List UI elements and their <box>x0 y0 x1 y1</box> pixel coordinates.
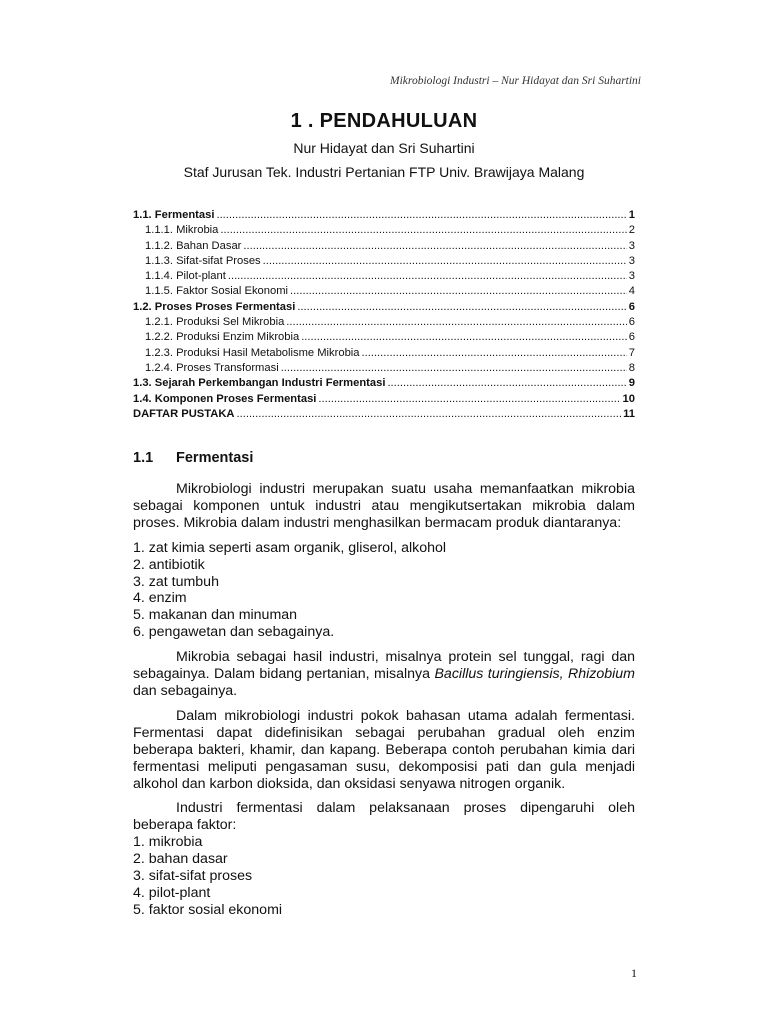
toc-leader-dots <box>286 315 626 330</box>
section-number: 1.1 <box>133 450 154 466</box>
toc-leader-dots <box>362 346 627 361</box>
toc-entry-label: 1.1. Fermentasi <box>133 209 215 221</box>
toc-entry[interactable] <box>133 407 635 422</box>
toc-entry-label: 1.2.4. Proses Transformasi <box>145 361 279 374</box>
toc-entry[interactable] <box>133 269 635 284</box>
toc-leader-dots <box>318 392 620 407</box>
list-item: 3. zat tumbuh <box>133 573 219 590</box>
toc-entry-label: 1.2.1. Produksi Sel Mikrobia <box>145 316 285 329</box>
toc-leader-dots <box>297 300 626 315</box>
toc-entry-label: 1.1.1. Mikrobia <box>145 224 219 237</box>
paragraph: Dalam mikrobiologi industri pokok bahasan utama adalah fermentasi. Fermentasi dapat didefinisikan sebagai perubahan gradual oleh enzim beberapa bakteri, khamir, dan kapang. Beberapa contoh perubahan kimia dari fermentasi meliputi pengasaman susu, dekomposisi pati dan gula menjadi alkohol dan karbon dioksida, dan oksidasi senyawa nitrogen organik. <box>133 707 635 792</box>
toc-entry-page: 10 <box>622 392 635 405</box>
toc-entry[interactable] <box>133 346 635 361</box>
paragraph: Industri fermentasi dalam pelaksanaan proses dipengaruhi oleh beberapa faktor: <box>133 800 635 834</box>
body-text <box>133 481 635 927</box>
toc-entry[interactable] <box>133 254 635 269</box>
toc-entry-page: 2 <box>628 224 635 237</box>
toc-entry-page: 6 <box>628 300 635 313</box>
toc-entry[interactable] <box>133 284 635 299</box>
toc-leader-dots <box>281 361 627 376</box>
toc-entry[interactable] <box>133 300 635 315</box>
list-item: 2. antibiotik <box>133 556 205 573</box>
list-item: 1. zat kimia seperti asam organik, gliserol, alkohol <box>133 539 447 556</box>
toc-entry-page: 1 <box>628 209 635 221</box>
toc-leader-dots <box>301 330 627 345</box>
list-item: 3. sifat-sifat proses <box>133 868 253 885</box>
paragraph <box>133 649 635 700</box>
toc-entry[interactable] <box>133 239 635 254</box>
toc-leader-dots <box>228 269 627 284</box>
toc-entry[interactable] <box>133 208 635 223</box>
toc-entry-page: 7 <box>628 346 635 359</box>
section-title: Fermentasi <box>176 450 254 466</box>
list-item: 4. enzim <box>133 590 187 607</box>
toc-entry-page: 9 <box>628 377 635 390</box>
table-of-contents <box>133 208 635 422</box>
page-number: 1 <box>631 966 637 980</box>
toc-entry-page: 3 <box>628 270 635 283</box>
toc-entry[interactable] <box>133 392 635 407</box>
paragraph: Mikrobiologi industri merupakan suatu usaha memanfaatkan mikrobia sebagai komponen untuk industri atau mengikutsertakan mikrobia dalam proses. Mikrobia dalam industri menghasilkan bermacam produk diantaranya: <box>133 481 635 531</box>
toc-entry-page: 6 <box>628 316 635 329</box>
toc-leader-dots <box>263 254 627 269</box>
toc-entry-page: 3 <box>628 254 635 267</box>
toc-entry-label: 1.4. Komponen Proses Fermentasi <box>133 392 317 405</box>
toc-entry-label: 1.1.5. Faktor Sosial Ekonomi <box>145 285 289 298</box>
toc-leader-dots <box>216 208 626 223</box>
toc-leader-dots <box>220 223 626 238</box>
toc-entry[interactable] <box>133 315 635 330</box>
toc-entry[interactable] <box>133 376 635 391</box>
list-item: 4. pilot-plant <box>133 884 211 901</box>
toc-entry-label: 1.1.2. Bahan Dasar <box>145 239 242 252</box>
toc-entry-page: 11 <box>623 407 635 420</box>
toc-entry[interactable] <box>133 223 635 238</box>
toc-leader-dots <box>237 407 622 422</box>
toc-entry-label: 1.2.3. Produksi Hasil Metabolisme Mikrobia <box>145 346 360 359</box>
toc-entry-label: DAFTAR PUSTAKA <box>133 407 235 420</box>
paragraph-text: dan sebagainya. <box>133 682 238 699</box>
authors: Nur Hidayat dan Sri Suhartini <box>293 140 475 156</box>
toc-leader-dots <box>290 284 627 299</box>
toc-entry-label: 1.2. Proses Proses Fermentasi <box>133 300 296 313</box>
toc-entry-page: 8 <box>628 361 635 374</box>
toc-entry[interactable] <box>133 361 635 376</box>
list-item: 5. faktor sosial ekonomi <box>133 901 283 918</box>
toc-leader-dots <box>387 376 626 391</box>
toc-entry[interactable] <box>133 330 635 345</box>
toc-entry-page: 4 <box>628 285 635 298</box>
list-item: 6. pengawetan dan sebagainya. <box>133 624 335 641</box>
list-item: 1. mikrobia <box>133 834 203 851</box>
list-item: 5. makanan dan minuman <box>133 607 298 624</box>
paragraph-text: Mikrobia sebagai hasil industri, misalnya protein sel tunggal, ragi dan sebagainya. Dalam bidang pertanian, misalnya <box>133 649 635 683</box>
section-heading <box>133 450 253 466</box>
toc-entry-label: 1.3. Sejarah Perkembangan Industri Fermentasi <box>133 377 386 390</box>
toc-entry-label: 1.1.3. Sifat-sifat Proses <box>145 254 261 267</box>
running-header: Mikrobiologi Industri – Nur Hidayat dan Sri Suhartini <box>390 75 641 87</box>
product-list <box>133 540 635 641</box>
affiliation: Staf Jurusan Tek. Industri Pertanian FTP Univ. Brawijaya Malang <box>183 164 585 180</box>
toc-entry-page: 3 <box>628 239 635 252</box>
list-item: 2. bahan dasar <box>133 851 228 868</box>
toc-leader-dots <box>243 239 626 254</box>
toc-entry-label: 1.2.2. Produksi Enzim Mikrobia <box>145 331 300 344</box>
species-names: Bacillus turingiensis, Rhizobium <box>434 666 635 683</box>
chapter-title: 1 . PENDAHULUAN <box>290 110 478 132</box>
factor-list <box>133 834 635 919</box>
toc-entry-page: 6 <box>628 331 635 344</box>
toc-entry-label: 1.1.4. Pilot-plant <box>145 270 226 283</box>
